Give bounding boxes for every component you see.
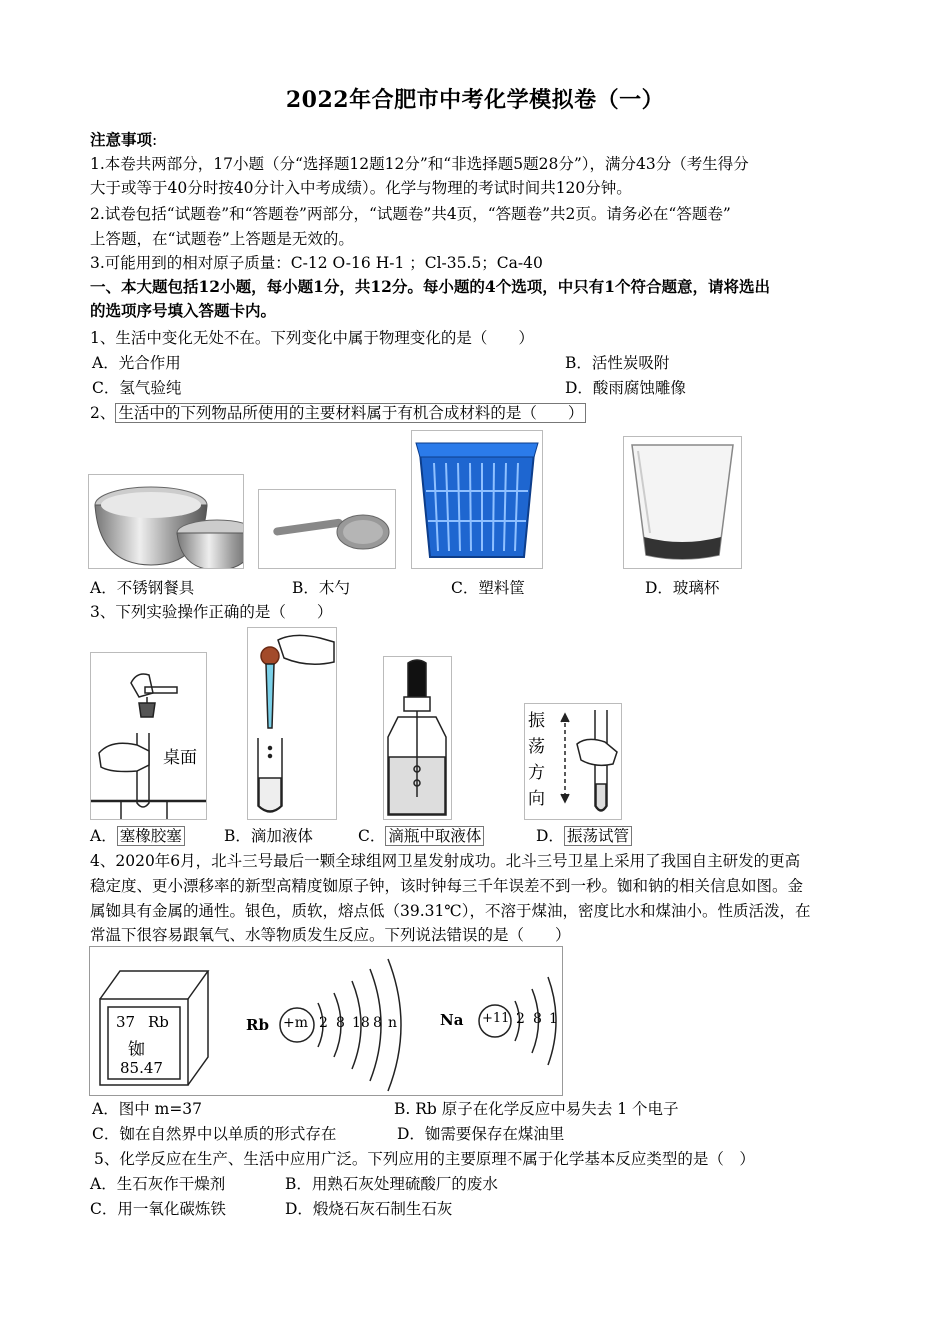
q4-option-a: A．图中 m=37 <box>92 1100 203 1118</box>
dropper-bottle-image <box>383 656 452 820</box>
na-shell-1: 2 <box>516 1011 525 1027</box>
notes-heading: 注意事项 <box>90 130 153 149</box>
rb-shell-3: 18 <box>352 1015 370 1031</box>
na-label: Na <box>440 1011 464 1029</box>
q3-option-b: B．滴加液体 <box>224 827 313 845</box>
q4-option-d: D．铷需要保存在煤油里 <box>397 1125 565 1143</box>
glass-cup-image <box>623 436 742 569</box>
element-name: 铷 <box>128 1040 145 1060</box>
q5-stem: 5、化学反应在生产、生活中应用广泛。下列应用的主要原理不属于化学基本反应类型的是（ ） <box>94 1150 755 1168</box>
element-number: 37 <box>116 1013 136 1031</box>
na-shell-3: 1 <box>549 1011 558 1027</box>
steel-bowls-image <box>88 474 244 569</box>
q1-option-c: C．氢气验纯 <box>92 379 182 397</box>
q3-option-d: 振荡试管 <box>564 826 632 846</box>
shake-direction-label <box>528 708 548 812</box>
q4-option-c: C．铷在自然界中以单质的形式存在 <box>92 1125 337 1143</box>
notes-heading-line <box>90 129 157 151</box>
shake-char-1: 振 <box>528 711 545 731</box>
dropper-image <box>247 627 337 820</box>
q3-option-d-line <box>536 825 632 847</box>
notes-colon: : <box>152 131 158 149</box>
q1-option-d: D．酸雨腐蚀雕像 <box>565 379 686 397</box>
na-nucleus: +11 <box>482 1011 510 1026</box>
q3-option-c-line <box>358 825 484 847</box>
note-line-4: 上答题，在“试题卷”上答题是无效的。 <box>90 230 354 248</box>
q3-option-d-letter: D． <box>536 827 564 845</box>
q3-stem: 3、下列实验操作正确的是（ ） <box>90 603 333 621</box>
rb-shell-1: 2 <box>319 1015 328 1031</box>
na-shell-2: 8 <box>533 1011 542 1027</box>
note-line-1: 1.本卷共两部分，17小题（分“选择题12题12分”和“非选择题5题28分”），满分43分（考生得分 <box>90 155 749 173</box>
q1-option-a: A．光合作用 <box>92 354 181 372</box>
q2-option-a: A．不锈钢餐具 <box>90 579 195 597</box>
rb-label: Rb <box>246 1016 269 1034</box>
note-line-3: 2.试卷包括“试题卷”和“答题卷”两部分，“试题卷”共4页，“答题卷”共2页。请务必在“答题卷” <box>90 205 731 223</box>
q2-option-b: B．木勺 <box>292 579 350 597</box>
shake-char-3: 方 <box>528 763 545 783</box>
plastic-basket-image <box>411 430 543 569</box>
note-line-2: 大于或等于40分时按40分计入中考成绩）。化学与物理的考试时间共120分钟。 <box>90 179 632 197</box>
q2-num: 2、 <box>90 404 116 422</box>
q4-option-b: B. Rb 原子在化学反应中易失去 1 个电子 <box>394 1100 679 1118</box>
q5-option-b: B．用熟石灰处理硫酸厂的废水 <box>285 1175 498 1193</box>
q3-option-a: 塞橡胶塞 <box>117 826 185 846</box>
q1-stem: 1、生活中变化无处不在。下列变化中属于物理变化的是（ ） <box>90 329 534 347</box>
q2-option-c: C．塑料筐 <box>451 579 525 597</box>
q4-line-1: 4、2020年6月，北斗三号最后一颗全球组网卫星发射成功。北斗三号卫星上采用了我国自主研发的更高 <box>90 852 801 870</box>
rb-shell-2: 8 <box>336 1015 345 1031</box>
q3-option-a-letter: A． <box>90 827 117 845</box>
q5-option-c: C．用一氧化碳炼铁 <box>90 1200 226 1218</box>
section1-line2: 的选项序号填入答题卡内。 <box>90 301 277 320</box>
element-symbol: Rb <box>148 1013 169 1031</box>
page-title: 2022年合肥市中考化学模拟卷（一） <box>285 87 665 113</box>
wooden-spoon-image <box>258 489 396 569</box>
q2-stem-line <box>90 402 586 424</box>
shake-test-tube-image <box>524 703 622 820</box>
q4-line-4: 常温下很容易跟氧气、水等物质发生反应。下列说法错误的是（ ） <box>90 926 571 944</box>
rb-nucleus: +m <box>283 1015 309 1031</box>
q4-line-2: 稳定度、更小漂移率的新型高精度铷原子钟，该时钟每三千年误差不到一秒。铷和钠的相关信息如图。金 <box>90 877 804 895</box>
rb-shell-5: n <box>388 1015 398 1031</box>
shake-char-2: 荡 <box>528 737 545 757</box>
q3-option-a-line <box>90 825 185 847</box>
section1-line1: 一、本大题包括12小题，每小题1分，共12分。每小题的4个选项，中只有1个符合题意，请将选出 <box>90 277 770 296</box>
q5-option-d: D．煅烧石灰石制生石灰 <box>285 1200 453 1218</box>
stopper-test-tube-image <box>90 652 207 820</box>
q2-option-d: D．玻璃杯 <box>645 579 720 597</box>
q3-option-c-letter: C． <box>358 827 386 845</box>
q2-stem: 生活中的下列物品所使用的主要材料属于有机合成材料的是（ ） <box>115 403 586 423</box>
rb-shell-4: 8 <box>373 1015 382 1031</box>
shake-char-4: 向 <box>528 789 545 809</box>
q5-option-a: A．生石灰作干燥剂 <box>90 1175 226 1193</box>
note-line-5: 3.可能用到的相对原子质量：C-12 O-16 H-1 ；Cl-35.5；Ca-40 <box>90 254 543 272</box>
element-mass: 85.47 <box>120 1059 163 1077</box>
q4-line-3: 属铷具有金属的通性。银色，质软，熔点低（39.31℃），不溶于煤油，密度比水和煤油小。性质活泼，在 <box>90 902 811 920</box>
q1-option-b: B．活性炭吸附 <box>565 354 670 372</box>
q3-option-c: 滴瓶中取液体 <box>385 826 484 846</box>
desk-label: 桌面 <box>163 748 197 768</box>
rubidium-sodium-figure <box>89 946 563 1096</box>
